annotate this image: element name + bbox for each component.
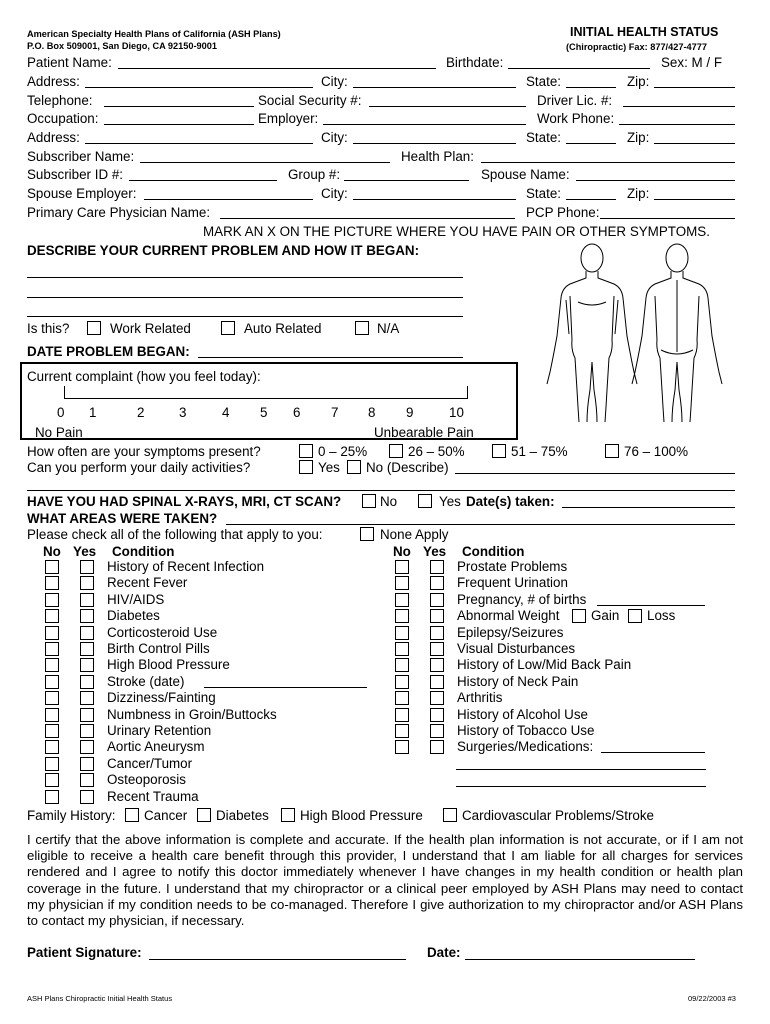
condition-no-checkbox[interactable] [45, 724, 59, 738]
none-apply-label: None Apply [380, 527, 449, 542]
date-label: Date: [427, 945, 461, 960]
condition-yes-checkbox[interactable] [80, 626, 94, 640]
address-field[interactable] [85, 87, 313, 88]
driver-lic-label: Driver Lic. #: [537, 93, 613, 108]
employer-label: Employer: [258, 111, 319, 126]
state2-field[interactable] [566, 143, 616, 144]
condition-label: Prostate Problems [457, 559, 568, 574]
xray-yes-checkbox[interactable] [418, 494, 432, 508]
auto-related-checkbox[interactable] [221, 321, 235, 335]
condition-no-checkbox[interactable] [45, 609, 59, 623]
ssn-label: Social Security #: [258, 93, 362, 108]
condition-label: Stroke (date) [107, 673, 185, 689]
condition-yes-checkbox[interactable] [430, 626, 444, 640]
zip-label: Zip: [627, 74, 650, 89]
condition-label: Aortic Aneurysm [107, 739, 205, 755]
sex-label[interactable]: Sex: M / F [661, 55, 723, 70]
col-yes-right: Yes [423, 544, 447, 559]
condition-no-checkbox[interactable] [395, 642, 409, 656]
patient-name-label: Patient Name: [27, 55, 112, 70]
fh-cardio-checkbox[interactable] [443, 808, 457, 822]
city-field[interactable] [353, 87, 516, 88]
condition-yes-checkbox[interactable] [80, 675, 94, 689]
condition-label: Osteoporosis [107, 772, 186, 788]
daily-describe-line-2[interactable] [27, 490, 735, 491]
xray-areas-field[interactable] [226, 524, 735, 525]
fh-cancer-label: Cancer [144, 808, 188, 823]
freq-76-100-checkbox[interactable] [605, 444, 619, 458]
condition-no-checkbox[interactable] [395, 593, 409, 607]
state2-label: State: [526, 130, 561, 145]
driver-lic-field[interactable] [623, 106, 735, 107]
condition-yes-checkbox[interactable] [80, 790, 94, 804]
weight-loss-label: Loss [647, 608, 676, 624]
body-front-figure [547, 244, 637, 422]
scale-3[interactable]: 3 [179, 405, 187, 420]
freq-0-25-checkbox[interactable] [299, 444, 313, 458]
condition-label: History of Tobacco Use [457, 723, 595, 738]
subscriber-name-field[interactable] [140, 162, 390, 163]
daily-describe-field[interactable] [455, 473, 735, 474]
condition-label: Birth Control Pills [107, 641, 210, 656]
pain-scale-line[interactable] [64, 398, 468, 399]
scale-low-label: No Pain [35, 425, 83, 440]
condition-no-checkbox[interactable] [45, 626, 59, 640]
pain-scale-tick-left [64, 386, 65, 399]
condition-label: Cancer/Tumor [107, 755, 193, 771]
na-checkbox[interactable] [355, 321, 369, 335]
work-related-label: Work Related [110, 321, 191, 336]
condition-label: History of Alcohol Use [457, 706, 588, 722]
xray-dates-label: Date(s) taken: [466, 494, 555, 509]
scale-0[interactable]: 0 [57, 405, 65, 420]
condition-no-checkbox[interactable] [45, 790, 59, 804]
condition-label: Recent Trauma [107, 788, 199, 804]
certification-text: I certify that the above information is complete and accurate. If the health plan information is not accurate, or if I am not eligible to receive a health care benefit through this provider, I understand that I am liable for all charges for services rendered and I agree to notify this doctor immediately whenever I have changes in my health condition or health plan coverage in the future. I understand that my chiropractor or a clinical peer employed by ASH Plans may need to contact my physician if my condition needs to be co-managed. Therefore I give authorization to my chiropractor and/or ASH Plans to contact my physician, if necessary. [27, 832, 743, 929]
daily-question: Can you perform your daily activities? [27, 460, 251, 475]
is-this-label: Is this? [27, 321, 70, 336]
xray-dates-field[interactable] [562, 507, 735, 508]
date-began-label: DATE PROBLEM BEGAN: [27, 344, 190, 359]
complaint-label: Current complaint (how you feel today): [27, 369, 261, 384]
pcp-phone-label: PCP Phone: [526, 205, 600, 220]
condition-label: Arthritis [457, 690, 503, 706]
fh-hbp-label: High Blood Pressure [300, 808, 423, 823]
pain-scale-tick-right [467, 386, 468, 399]
scale-2[interactable]: 2 [137, 405, 145, 420]
condition-yes-checkbox[interactable] [80, 691, 94, 705]
condition-no-checkbox[interactable] [395, 658, 409, 672]
scale-high-label: Unbearable Pain [374, 425, 474, 440]
condition-no-checkbox[interactable] [395, 691, 409, 705]
state-field[interactable] [566, 87, 616, 88]
col-no-left: No [43, 544, 61, 559]
condition-label: Dizziness/Fainting [107, 690, 216, 706]
health-plan-field[interactable] [481, 162, 735, 163]
scale-9[interactable]: 9 [406, 405, 414, 420]
condition-label: Recent Fever [107, 575, 188, 591]
family-history-label: Family History: [27, 808, 116, 823]
body-diagram[interactable] [535, 240, 735, 430]
company-address: P.O. Box 509001, San Diego, CA 92150-9001 [27, 41, 217, 51]
patient-signature-field[interactable] [149, 959, 406, 960]
describe-heading: DESCRIBE YOUR CURRENT PROBLEM AND HOW IT BEGAN: [27, 243, 420, 258]
zip3-field[interactable] [654, 199, 735, 200]
condition-yes-checkbox[interactable] [430, 560, 444, 574]
condition-label: Visual Disturbances [457, 641, 576, 656]
condition-label: Pregnancy, # of births [457, 591, 587, 607]
condition-label: History of Recent Infection [107, 559, 265, 574]
freq-26-50-label: 26 – 50% [408, 444, 465, 459]
condition-yes-checkbox[interactable] [430, 642, 444, 656]
subscriber-name-label: Subscriber Name: [27, 149, 135, 164]
condition-no-checkbox[interactable] [45, 773, 59, 787]
frequency-question: How often are your symptoms present? [27, 444, 261, 459]
daily-no-checkbox[interactable] [347, 460, 361, 474]
surgeries-field[interactable] [601, 752, 705, 753]
condition-yes-checkbox[interactable] [80, 757, 94, 771]
condition-label: Urinary Retention [107, 723, 212, 738]
describe-line-1[interactable] [27, 277, 463, 278]
zip2-label: Zip: [627, 130, 650, 145]
condition-no-checkbox[interactable] [395, 724, 409, 738]
scale-1[interactable]: 1 [89, 405, 97, 420]
condition-no-checkbox[interactable] [395, 708, 409, 722]
xray-question: HAVE YOU HAD SPINAL X-RAYS, MRI, CT SCAN? [27, 494, 342, 509]
col-no-right: No [393, 544, 411, 559]
company-name: American Specialty Health Plans of California (ASH Plans) [27, 29, 281, 39]
weight-loss-checkbox[interactable] [628, 609, 642, 623]
scale-4[interactable]: 4 [222, 405, 230, 420]
patient-name-field[interactable] [118, 68, 436, 69]
condition-label: Surgeries/Medications: [457, 739, 594, 755]
zip-field[interactable] [654, 87, 735, 88]
col-yes-left: Yes [73, 544, 97, 559]
condition-label: Epilepsy/Seizures [457, 624, 564, 640]
form-subtitle: (Chiropractic) Fax: 877/427-4777 [566, 42, 707, 52]
condition-no-checkbox[interactable] [45, 576, 59, 590]
condition-label: History of Low/Mid Back Pain [457, 657, 632, 673]
occupation-field[interactable] [104, 124, 254, 125]
telephone-field[interactable] [104, 106, 254, 107]
surgeries-line-2[interactable] [456, 769, 706, 770]
state3-field[interactable] [566, 199, 616, 200]
none-apply-checkbox[interactable] [360, 527, 374, 541]
pcp-name-label: Primary Care Physician Name: [27, 205, 211, 220]
condition-yes-checkbox[interactable] [80, 658, 94, 672]
daily-yes-label: Yes [318, 460, 340, 475]
condition-label: History of Neck Pain [457, 673, 579, 689]
freq-51-75-checkbox[interactable] [492, 444, 506, 458]
address-label: Address: [27, 74, 80, 89]
xray-areas-label: WHAT AREAS WERE TAKEN? [27, 511, 218, 526]
work-related-checkbox[interactable] [87, 321, 101, 335]
condition-yes-checkbox[interactable] [80, 740, 94, 754]
xray-no-checkbox[interactable] [362, 494, 376, 508]
city3-label: City: [321, 186, 348, 201]
na-label: N/A [377, 321, 400, 336]
condition-yes-checkbox[interactable] [430, 609, 444, 623]
city3-field[interactable] [353, 199, 516, 200]
fh-cardio-label: Cardiovascular Problems/Stroke [462, 808, 655, 823]
condition-no-checkbox[interactable] [395, 560, 409, 574]
spouse-employer-label: Spouse Employer: [27, 186, 137, 201]
birthdate-field[interactable] [508, 68, 650, 69]
subscriber-id-field[interactable] [129, 180, 277, 181]
condition-label: Numbness in Groin/Buttocks [107, 706, 277, 722]
form-title: INITIAL HEALTH STATUS [570, 25, 719, 39]
fh-diabetes-checkbox[interactable] [197, 808, 211, 822]
group-label: Group #: [288, 167, 341, 182]
describe-line-2[interactable] [27, 297, 463, 298]
pcp-name-field[interactable] [220, 218, 515, 219]
scale-7[interactable]: 7 [331, 405, 339, 420]
condition-no-checkbox[interactable] [45, 757, 59, 771]
stroke-date-field[interactable] [204, 687, 367, 688]
condition-no-checkbox[interactable] [395, 675, 409, 689]
condition-yes-checkbox[interactable] [80, 576, 94, 590]
patient-signature-label: Patient Signature: [27, 945, 142, 960]
condition-yes-checkbox[interactable] [430, 675, 444, 689]
spouse-name-label: Spouse Name: [481, 167, 570, 182]
col-condition-left: Condition [112, 544, 175, 559]
fh-hbp-checkbox[interactable] [281, 808, 295, 822]
condition-label: Corticosteroid Use [107, 624, 218, 640]
date-field[interactable] [465, 959, 695, 960]
city2-field[interactable] [353, 143, 516, 144]
condition-no-checkbox[interactable] [395, 576, 409, 590]
body-back-figure [632, 244, 722, 422]
condition-label: Abnormal Weight [457, 608, 560, 624]
address2-field[interactable] [85, 143, 313, 144]
condition-yes-checkbox[interactable] [80, 593, 94, 607]
condition-yes-checkbox[interactable] [430, 593, 444, 607]
pcp-phone-field[interactable] [600, 218, 735, 219]
scale-6[interactable]: 6 [293, 405, 301, 420]
condition-label: High Blood Pressure [107, 657, 230, 673]
condition-no-checkbox[interactable] [45, 708, 59, 722]
freq-51-75-label: 51 – 75% [511, 444, 568, 459]
condition-no-checkbox[interactable] [45, 560, 59, 574]
weight-gain-label: Gain [591, 608, 620, 624]
weight-gain-checkbox[interactable] [572, 609, 586, 623]
condition-yes-checkbox[interactable] [80, 560, 94, 574]
employer-field[interactable] [323, 124, 526, 125]
xray-yes-label: Yes [439, 494, 461, 509]
condition-yes-checkbox[interactable] [430, 658, 444, 672]
occupation-label: Occupation: [27, 111, 99, 126]
condition-yes-checkbox[interactable] [80, 642, 94, 656]
zip2-field[interactable] [654, 143, 735, 144]
mark-instruction: MARK AN X ON THE PICTURE WHERE YOU HAVE PAIN OR OTHER SYMPTOMS. [203, 224, 710, 239]
condition-no-checkbox[interactable] [45, 675, 59, 689]
work-phone-field[interactable] [619, 124, 735, 125]
scale-8[interactable]: 8 [368, 405, 376, 420]
condition-yes-checkbox[interactable] [430, 724, 444, 738]
condition-label: HIV/AIDS [107, 591, 165, 607]
births-field[interactable] [597, 605, 705, 606]
subscriber-id-label: Subscriber ID #: [27, 167, 124, 182]
ssn-field[interactable] [369, 106, 526, 107]
condition-label: Frequent Urination [457, 575, 568, 591]
scale-5[interactable]: 5 [260, 405, 268, 420]
spouse-name-field[interactable] [576, 180, 735, 181]
xray-no-label: No [380, 494, 398, 509]
telephone-label: Telephone: [27, 93, 93, 108]
fh-diabetes-label: Diabetes [216, 808, 269, 823]
describe-line-3[interactable] [27, 316, 463, 317]
condition-yes-checkbox[interactable] [80, 708, 94, 722]
auto-related-label: Auto Related [244, 321, 322, 336]
col-condition-right: Condition [462, 544, 525, 559]
condition-yes-checkbox[interactable] [430, 740, 444, 754]
surgeries-line-3[interactable] [456, 786, 706, 787]
work-phone-label: Work Phone: [537, 111, 615, 126]
condition-no-checkbox[interactable] [395, 609, 409, 623]
condition-no-checkbox[interactable] [45, 740, 59, 754]
condition-no-checkbox[interactable] [395, 740, 409, 754]
state-label: State: [526, 74, 561, 89]
condition-label: Diabetes [107, 608, 160, 624]
freq-26-50-checkbox[interactable] [389, 444, 403, 458]
condition-no-checkbox[interactable] [45, 658, 59, 672]
health-plan-label: Health Plan: [401, 149, 474, 164]
date-began-field[interactable] [198, 357, 463, 358]
daily-yes-checkbox[interactable] [299, 460, 313, 474]
condition-no-checkbox[interactable] [45, 642, 59, 656]
condition-yes-checkbox[interactable] [430, 708, 444, 722]
city2-label: City: [321, 130, 348, 145]
conditions-instruction: Please check all of the following that apply to you: [27, 527, 323, 542]
birthdate-label: Birthdate: [446, 55, 504, 70]
condition-yes-checkbox[interactable] [80, 773, 94, 787]
footer-left: ASH Plans Chiropractic Initial Health Status [27, 994, 173, 1003]
daily-no-label: No (Describe) [366, 460, 449, 475]
scale-10[interactable]: 10 [449, 405, 464, 420]
state3-label: State: [526, 186, 561, 201]
footer-right: 09/22/2003 #3 [688, 994, 736, 1003]
freq-0-25-label: 0 – 25% [318, 444, 368, 459]
condition-no-checkbox[interactable] [45, 593, 59, 607]
condition-yes-checkbox[interactable] [80, 609, 94, 623]
spouse-employer-field[interactable] [144, 199, 313, 200]
fh-cancer-checkbox[interactable] [125, 808, 139, 822]
condition-no-checkbox[interactable] [395, 626, 409, 640]
city-label: City: [321, 74, 348, 89]
freq-76-100-label: 76 – 100% [624, 444, 689, 459]
address2-label: Address: [27, 130, 80, 145]
condition-no-checkbox[interactable] [45, 691, 59, 705]
condition-yes-checkbox[interactable] [80, 724, 94, 738]
zip3-label: Zip: [627, 186, 650, 201]
condition-yes-checkbox[interactable] [430, 576, 444, 590]
condition-yes-checkbox[interactable] [430, 691, 444, 705]
group-field[interactable] [344, 180, 469, 181]
